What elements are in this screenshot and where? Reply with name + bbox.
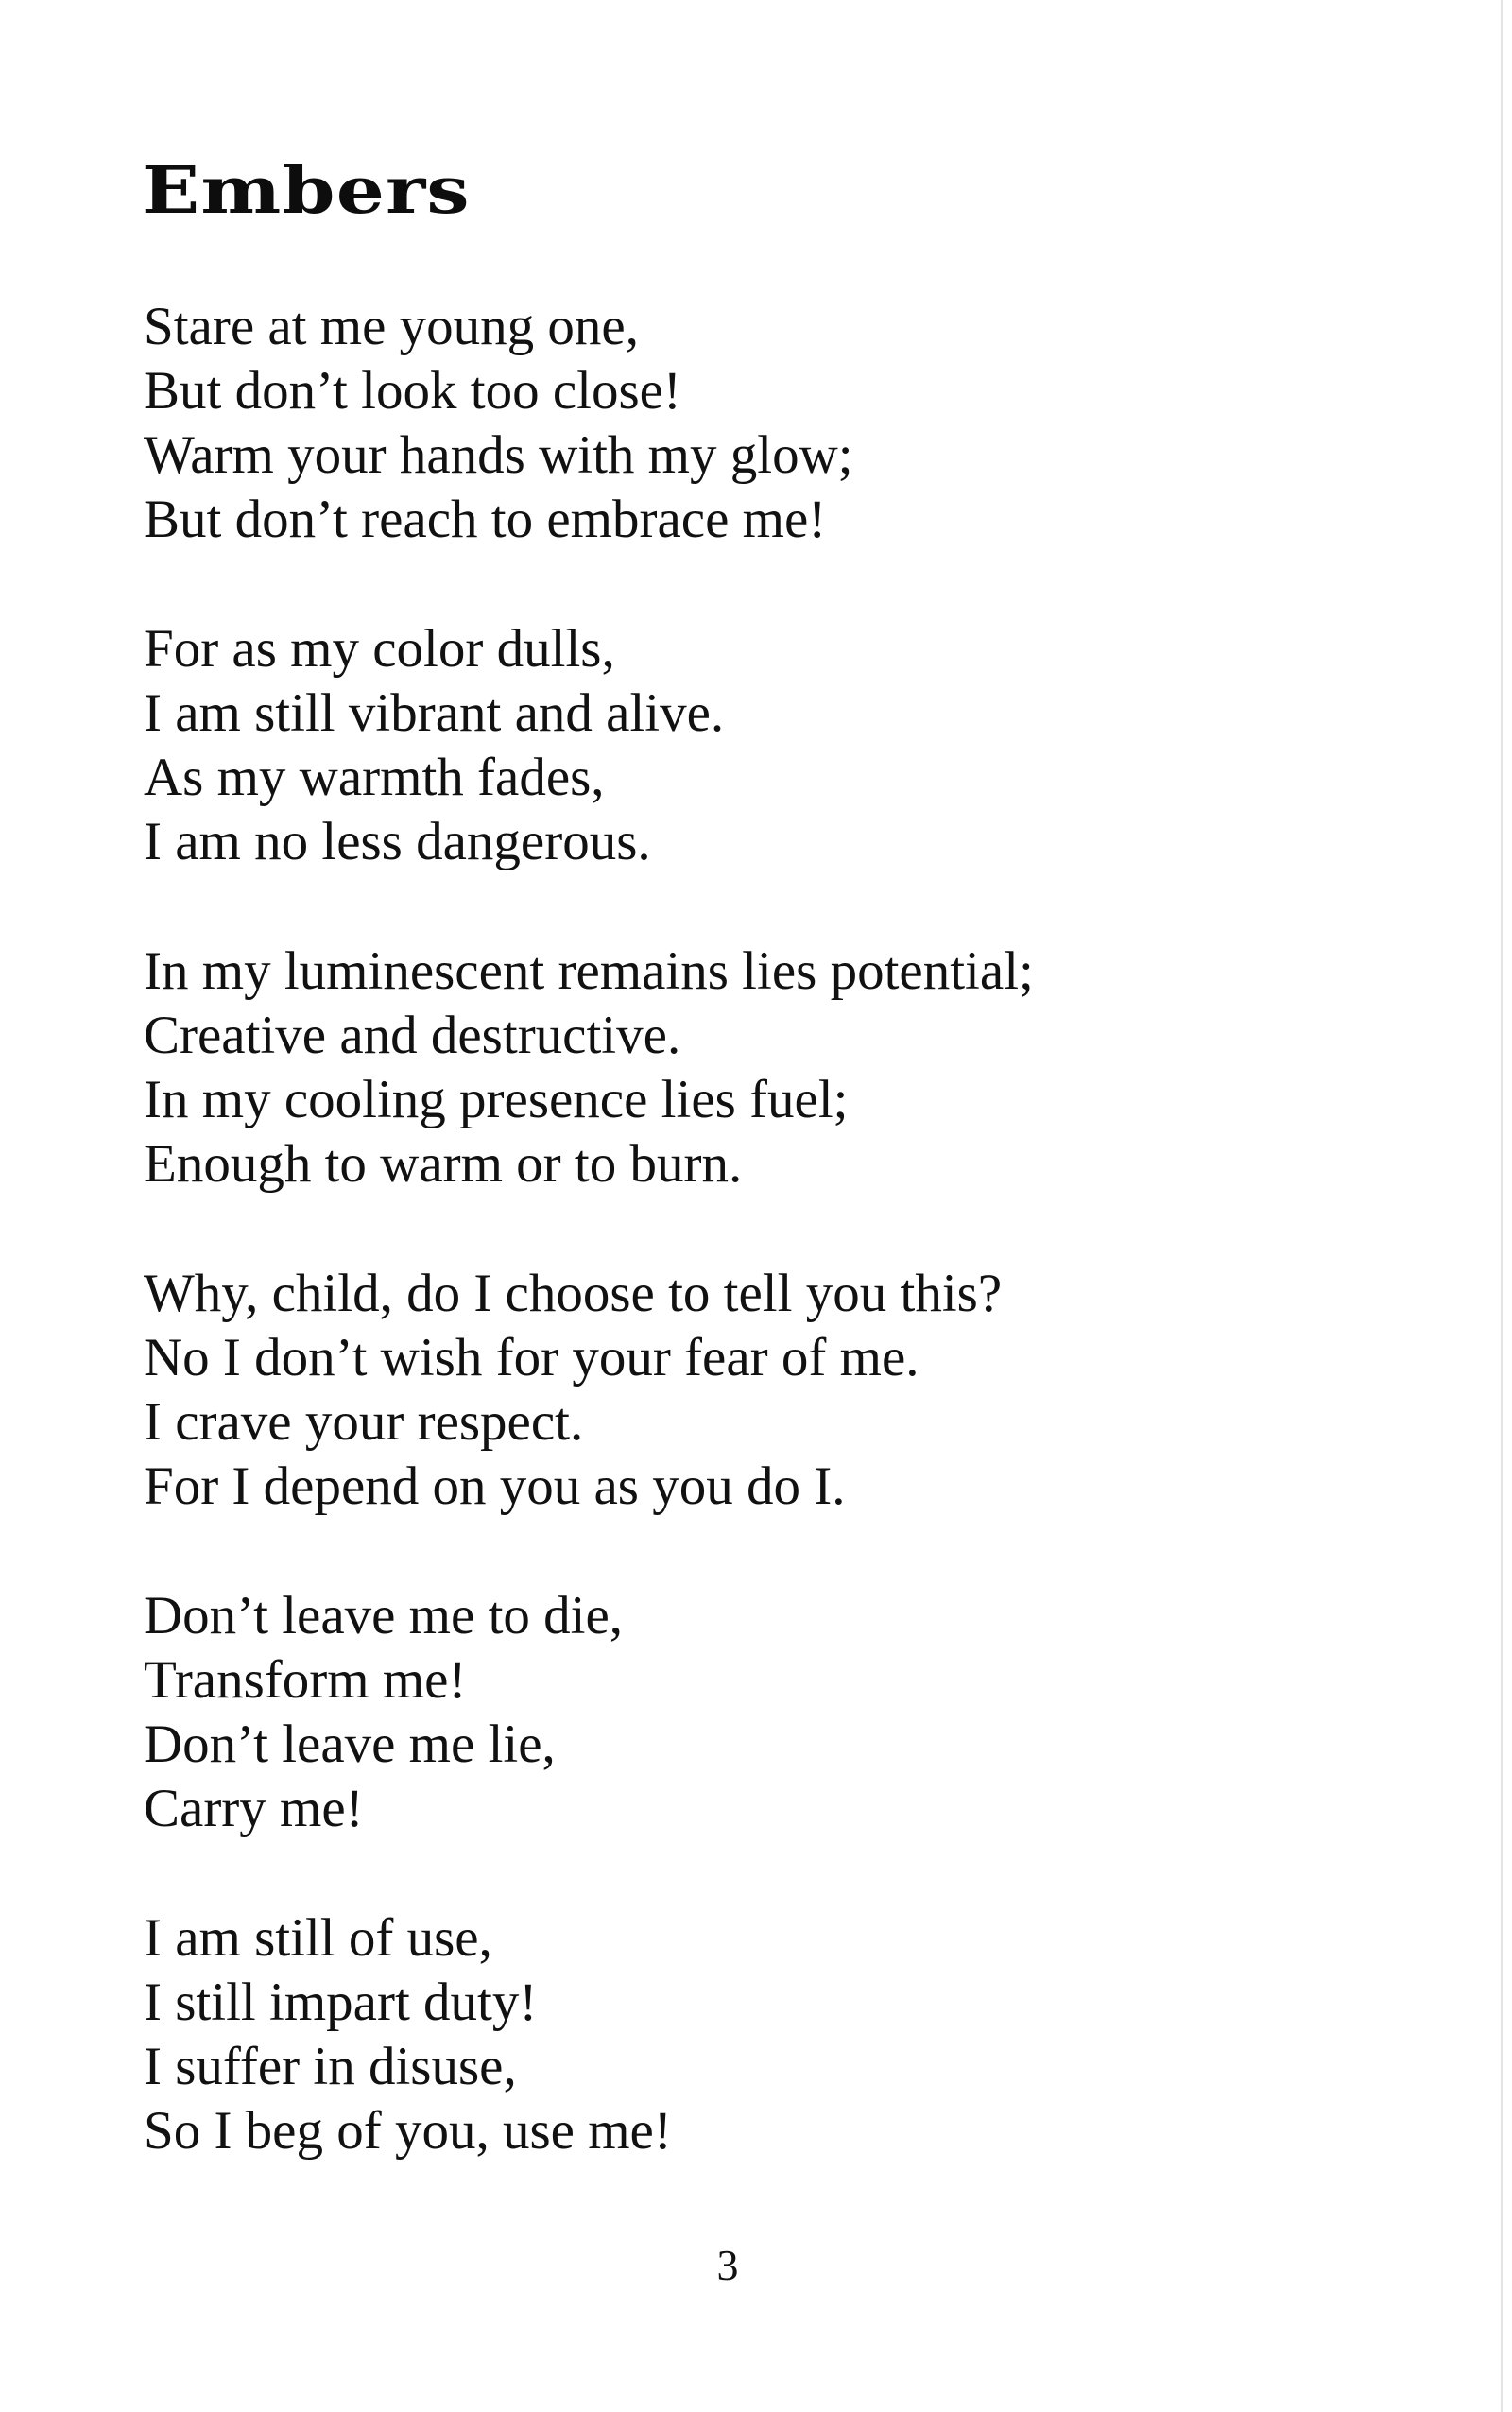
poem-line: I crave your respect. (144, 1392, 584, 1452)
poem-line: But don’t look too close! (144, 361, 681, 421)
poem-line: I am still of use, (144, 1908, 492, 1968)
poem-line: So I beg of you, use me! (144, 2101, 672, 2161)
stanza-4 (144, 1262, 1448, 1519)
stanza-1 (144, 295, 1448, 552)
poem-line: Don’t leave me to die, (144, 1586, 624, 1645)
poem-line: For as my color dulls, (144, 619, 615, 679)
page-edge-divider (1501, 0, 1503, 2412)
poem-line: In my cooling presence lies fuel; (144, 1070, 849, 1129)
poem-line: No I don’t wish for your fear of me. (144, 1328, 919, 1387)
poem-line: For I depend on you as you do I. (144, 1456, 846, 1516)
page-number: 3 (716, 2241, 739, 2289)
poem-line: I am no less dangerous. (144, 812, 651, 871)
poem-line: As my warmth fades, (144, 748, 605, 807)
poem-line: Transform me! (144, 1650, 467, 1710)
poem-body (144, 295, 1448, 2229)
stanza-3 (144, 939, 1448, 1197)
poem-line: Stare at me young one, (144, 297, 639, 356)
stanza-6 (144, 1906, 1448, 2163)
poem-line: Carry me! (144, 1779, 364, 1838)
poem-line: But don’t reach to embrace me! (144, 490, 827, 549)
stanza-2 (144, 617, 1448, 874)
stanza-5 (144, 1584, 1448, 1841)
poem-line: I am still vibrant and alive. (144, 683, 725, 743)
poem-line: Don’t leave me lie, (144, 1714, 556, 1774)
poem-line: Enough to warm or to burn. (144, 1134, 743, 1194)
poem-line: Creative and destructive. (144, 1006, 681, 1065)
poem-line: Why, child, do I choose to tell you this? (144, 1264, 1003, 1323)
poem-line: Warm your hands with my glow; (144, 425, 853, 485)
poem-line: I suffer in disuse, (144, 2037, 517, 2096)
poem-title: Embers (142, 153, 471, 229)
poem-line: In my luminescent remains lies potential; (144, 941, 1034, 1001)
poem-line: I still impart duty! (144, 1973, 538, 2032)
